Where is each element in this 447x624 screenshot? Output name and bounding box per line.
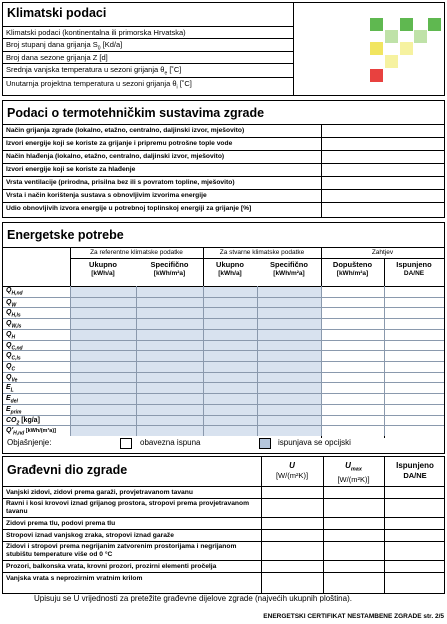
building-row-label: Ravni i kosi krovovi iznad grijanog prostora, stropovi prema provjetravanom tavanu bbox=[6, 500, 250, 515]
climate-indicator-3 bbox=[428, 18, 441, 31]
climate-indicator-5 bbox=[414, 30, 427, 43]
system-row-label: Izvori energije koji se koriste za grijanje i pripremu potrošne tople vode bbox=[6, 140, 233, 147]
climate-indicator-8 bbox=[385, 55, 398, 68]
building-row-label: Zidovi i stropovi prema negrijanim zatvorenim prostorijama i negrijanom stubištu temperature više od 0 °C bbox=[6, 543, 237, 558]
system-row bbox=[3, 202, 444, 215]
climate-row-label: Klimatski podaci (kontinentalna ili primorska Hrvatska) bbox=[6, 28, 186, 37]
energy-row-symbol: $Q_{H,ls}$ bbox=[6, 309, 21, 319]
building-row-label: Vanjski zidovi, zidovi prema garaži, provjetravanom tavanu bbox=[6, 489, 193, 496]
energy-row-symbol: $E_L$ bbox=[6, 384, 14, 394]
system-row-label: Način grijanja zgrade (lokalno, etažno, centralno, daljinski izvor, mješovito) bbox=[6, 127, 245, 134]
climate-indicator-9 bbox=[370, 69, 383, 82]
system-title: Podaci o termotehničkim sustavima zgrade bbox=[7, 106, 265, 120]
energy-row-symbol: $CO_2$ [kg/a] bbox=[6, 416, 40, 426]
energy-row-symbol: $E_{prim}$ bbox=[6, 405, 22, 416]
climate-row bbox=[3, 51, 293, 63]
climate-row: Srednja vanjska temperatura u sezoni grijanja $\theta_e$ [˚C] bbox=[3, 63, 293, 77]
building-row bbox=[3, 486, 444, 498]
legend-white-box bbox=[120, 438, 132, 449]
system-row-label: Udio obnovljivih izvora energije u potrebnoj toplinskoj energiji za grijanje [%] bbox=[6, 205, 252, 212]
col-umax: $U_{max}$ [W/(m²K)] bbox=[337, 461, 370, 484]
climate-row bbox=[3, 26, 293, 38]
system-row-label: Vrsta i način korištenja sustava s obnovljivim izvorima energije bbox=[6, 192, 207, 199]
building-row bbox=[3, 560, 444, 572]
energy-row-symbol: $Q'_{H,nd}$ [kWh/(m³a)] bbox=[6, 427, 56, 437]
system-row bbox=[3, 189, 444, 202]
climate-row-label: Unutarnja projektna temperatura u sezoni grijanja θ bbox=[6, 79, 177, 88]
climate-row-label: Srednja vanjska temperatura u sezoni grijanja θ bbox=[6, 65, 165, 74]
climate-title: Klimatski podaci bbox=[7, 6, 107, 20]
system-row bbox=[3, 176, 444, 189]
building-row bbox=[3, 529, 444, 541]
climate-indicator-7 bbox=[400, 42, 413, 55]
energy-title: Energetske potrebe bbox=[7, 228, 124, 242]
building-title: Građevni dio zgrade bbox=[7, 463, 128, 477]
climate-indicator-6 bbox=[370, 42, 383, 55]
energy-row-symbol: $Q_{Ve}$ bbox=[6, 373, 18, 384]
climate-row-label: Broj stupanj dana grijanja S bbox=[6, 40, 98, 49]
energy-row-symbol: $Q_H$ bbox=[6, 330, 16, 341]
group-header-reference: Za referentne klimatske podatke bbox=[90, 249, 183, 256]
col-fulfilled: Ispunjeno DA/NE bbox=[396, 260, 432, 277]
page-footer: ENERGETSKI CERTIFIKAT NESTAMBENE ZGRADE str. 2/5 bbox=[263, 613, 444, 620]
col-allowed: Dopušteno [kWh/m²a] bbox=[332, 260, 373, 277]
building-row bbox=[3, 572, 444, 583]
building-section bbox=[2, 456, 445, 594]
climate-row-label: Broj dana sezone grijanja Z [d] bbox=[6, 53, 108, 62]
group-header-requirement: Zahtjev bbox=[371, 249, 394, 256]
legend-label: Objašnjenje: bbox=[7, 438, 52, 447]
energy-row-symbol: $E_{del}$ bbox=[6, 395, 18, 405]
climate-row: Broj stupanj dana grijanja $S_0$ [Kd/a] bbox=[3, 38, 293, 51]
legend-mandatory: obavezna ispuna bbox=[140, 438, 201, 447]
energy-row-symbol: $Q_W$ bbox=[6, 298, 17, 309]
climate-row: Unutarnja projektna temperatura u sezoni grijanja $\theta_i$ [˚C] bbox=[3, 77, 293, 96]
energy-table bbox=[3, 247, 444, 438]
system-row-label: Način hlađenja (lokalno, etažno, centralno, daljinski izvor, mješovito) bbox=[6, 153, 225, 160]
building-row-label: Vanjska vrata s neprozirnim vratnim krilom bbox=[6, 575, 143, 582]
energy-section bbox=[2, 222, 445, 454]
system-row bbox=[3, 150, 444, 163]
climate-indicator-1 bbox=[370, 18, 383, 31]
building-note: Upisuju se U vrijednosti za pretežite građevne dijelove zgrade (najvećih ukupnih ploština). bbox=[34, 594, 352, 603]
energy-row-symbol: $Q_C$ bbox=[6, 363, 16, 373]
col-fulfilled-building: Ispunjeno DA/NE bbox=[396, 461, 434, 480]
building-row-label: Prozori, balkonska vrata, krovni prozori, prozirni elementi pročelja bbox=[6, 563, 217, 570]
energy-row-symbol: $Q_{W,ls}$ bbox=[6, 320, 22, 330]
building-row bbox=[3, 498, 444, 517]
system-row bbox=[3, 124, 444, 137]
col-total-actual: Ukupno [kWh/a] bbox=[216, 260, 244, 277]
system-row bbox=[3, 163, 444, 176]
energy-row-symbol: $Q_{C,ls}$ bbox=[6, 352, 21, 362]
system-row bbox=[3, 137, 444, 150]
system-row-label: Izvori energije koji se koriste za hlađenje bbox=[6, 166, 136, 173]
legend-blue-box bbox=[259, 438, 271, 449]
col-specific-ref: Specifično [kWh/m²a] bbox=[150, 260, 189, 277]
building-row bbox=[3, 541, 444, 560]
col-u: U [W/(m²K)] bbox=[275, 461, 309, 480]
climate-indicator-2 bbox=[400, 18, 413, 31]
building-row-label: Stropovi iznad vanjskog zraka, stropovi iznad garaže bbox=[6, 532, 174, 539]
building-row bbox=[3, 517, 444, 529]
system-section bbox=[2, 100, 445, 218]
energy-row-symbol: $Q_{H,nd}$ bbox=[6, 287, 23, 297]
col-total-ref: Ukupno [kWh/a] bbox=[89, 260, 117, 277]
col-specific-actual: Specifično [kWh/m²a] bbox=[270, 260, 308, 277]
climate-indicator-4 bbox=[385, 30, 398, 43]
group-header-actual: Za stvarne klimatske podatke bbox=[219, 249, 305, 256]
system-row-label: Vrsta ventilacije (prirodna, prisilna bez ili s povratom topline, mješovito) bbox=[6, 179, 235, 186]
building-row-label: Zidovi prema tlu, podovi prema tlu bbox=[6, 520, 116, 527]
legend-optional: ispunjava se opcijski bbox=[278, 438, 351, 447]
climate-section bbox=[2, 2, 445, 96]
energy-row-symbol: $Q_{C,nd}$ bbox=[6, 341, 23, 351]
